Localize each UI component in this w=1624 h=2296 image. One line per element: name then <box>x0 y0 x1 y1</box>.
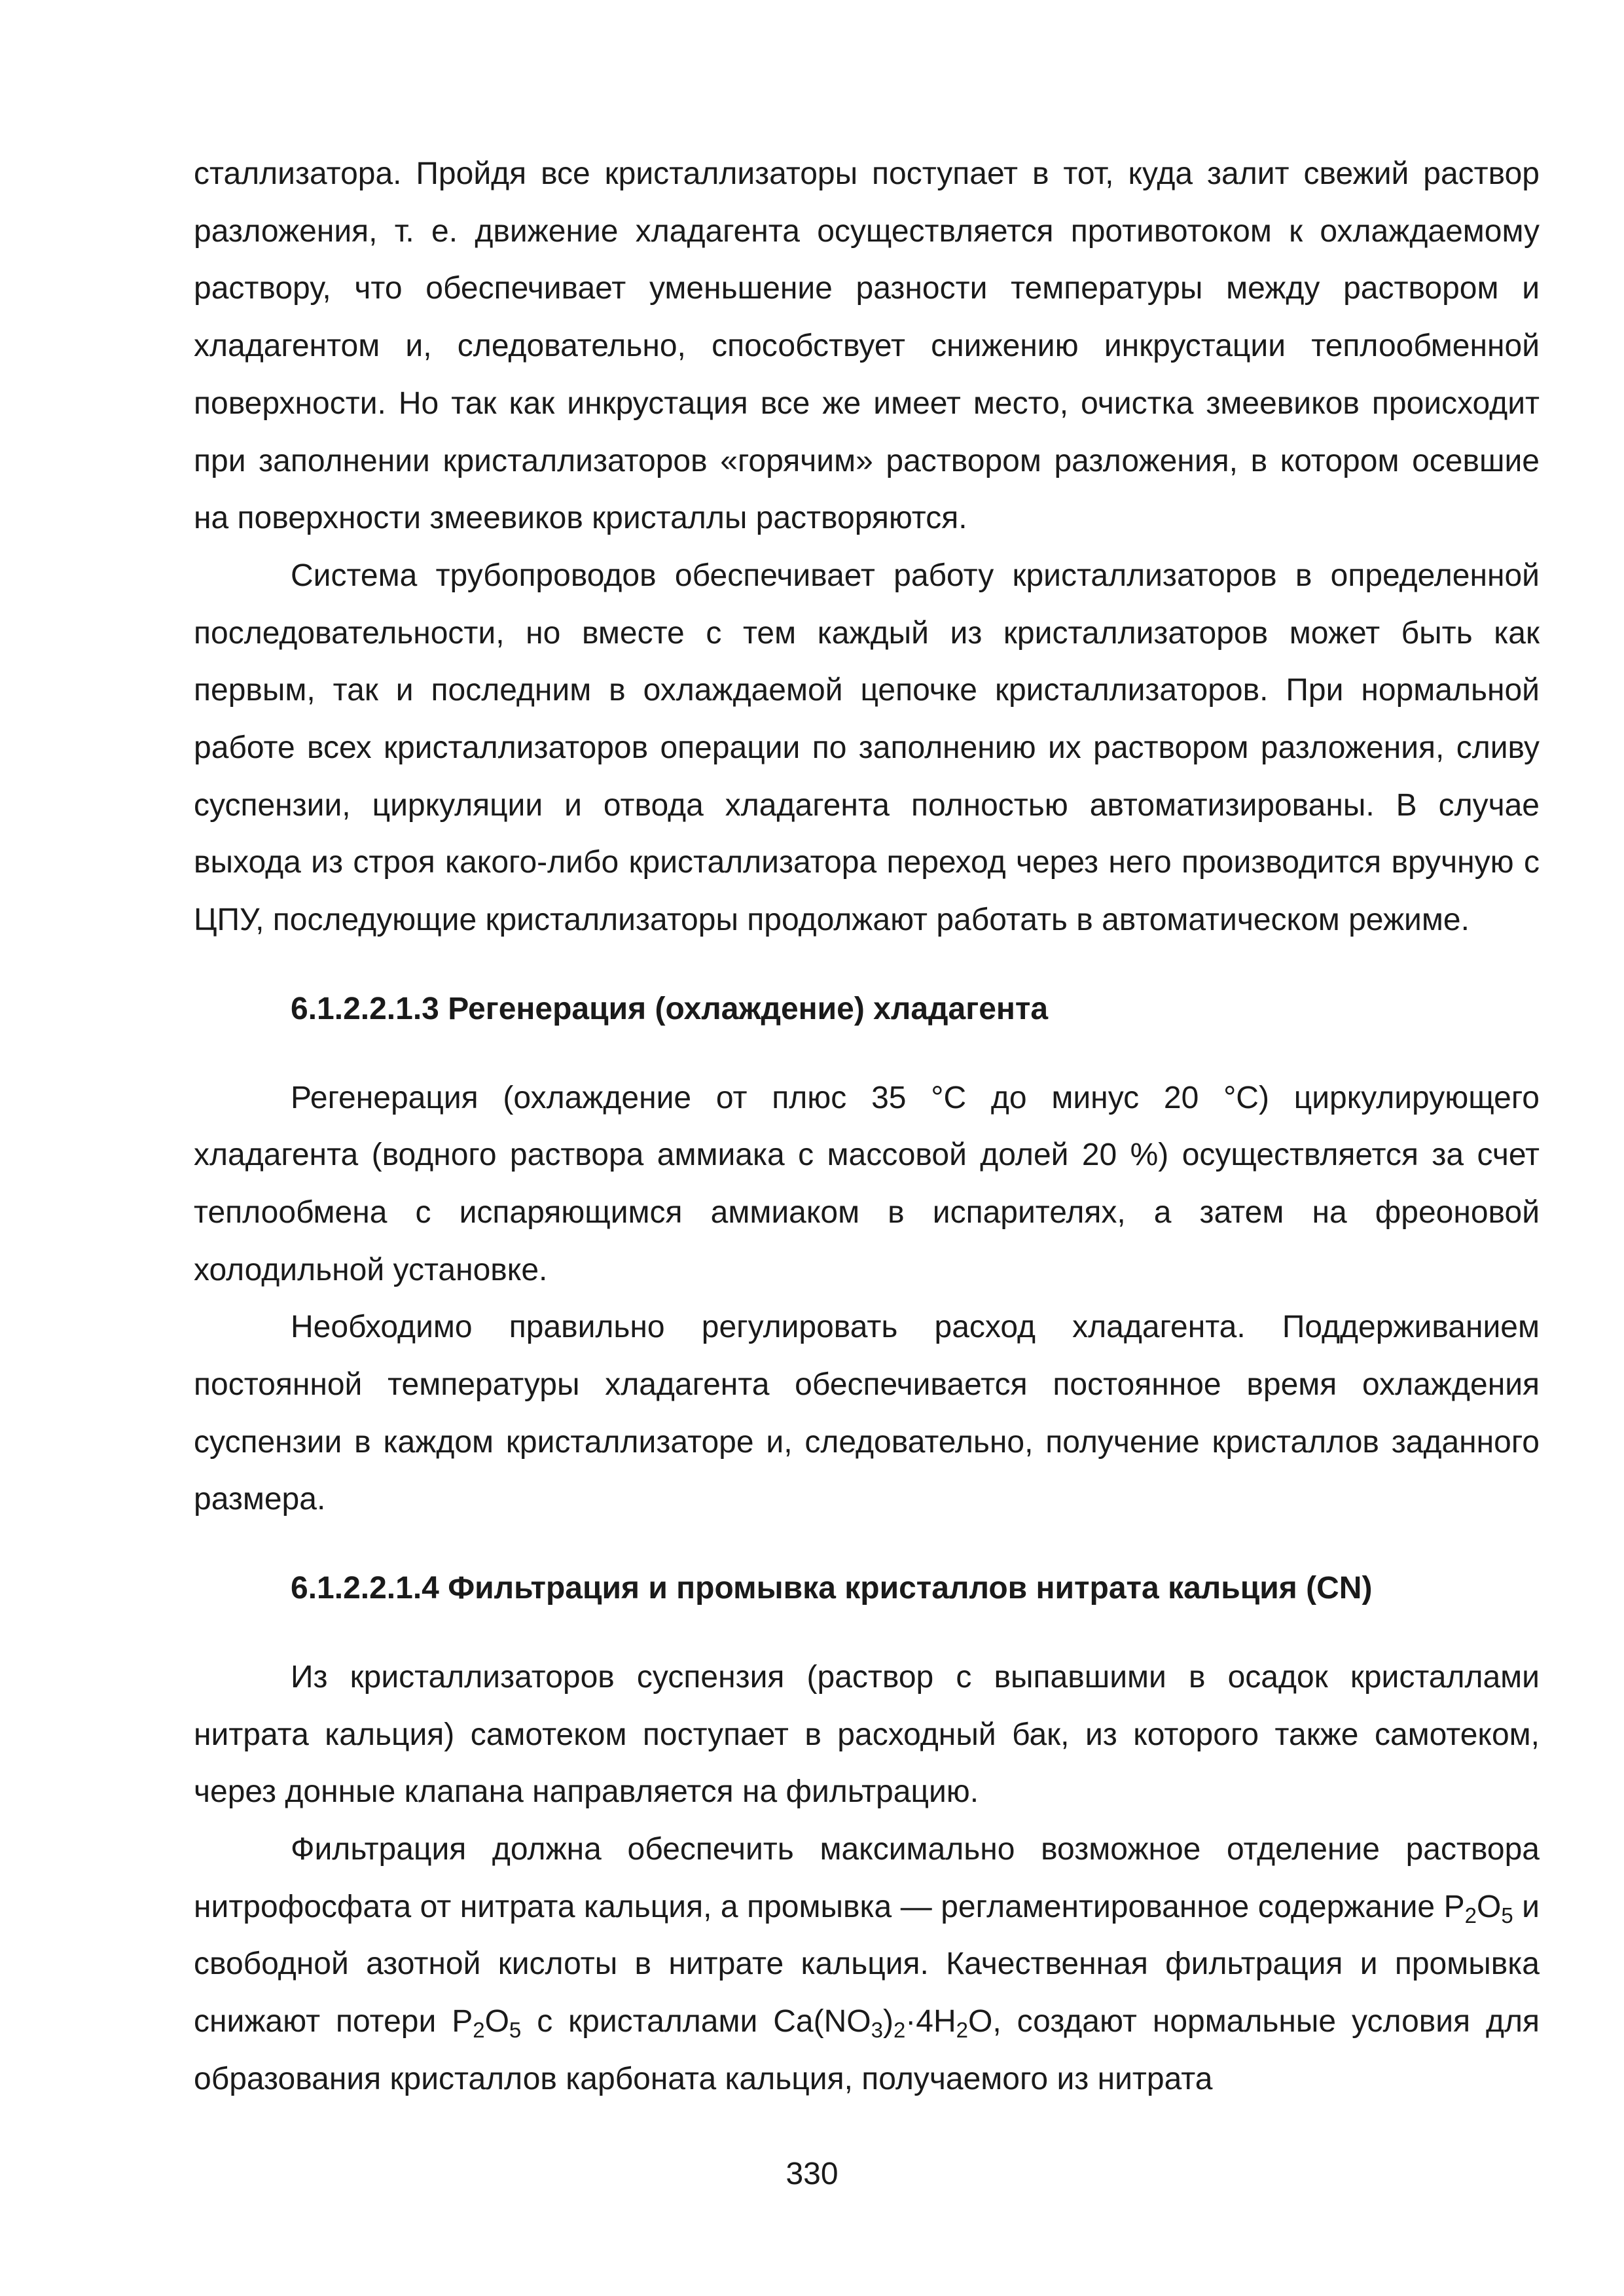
page-number: 330 <box>785 2157 839 2191</box>
section-heading-filtration: 6.1.2.2.1.4 Фильтрация и промывка кристаллов нитрата кальция (CN) <box>291 1571 1373 1606</box>
subscript: 3 <box>871 2018 883 2043</box>
subscript: 5 <box>509 2018 522 2043</box>
subscript: 5 <box>1501 1903 1513 1928</box>
text-run: Фильтрация должна обеспечить максимально возможное отделение раствора нитрофосфата от нитрата кальция, а промывка — регламентированное содержание P <box>194 1831 1540 1924</box>
text-run: с кристаллами Ca(NO <box>521 2004 871 2039</box>
text-run: O <box>484 2004 509 2039</box>
paragraph-filtration-1: Из кристаллизаторов суспензия (раствор с выпавшими в осадок кристаллами нитрата кальция) самотеком поступает в расходный бак, из которого также самотеком, через донные клапана направляется на фильтрацию. <box>194 1659 1540 1810</box>
paragraph-intro: сталлизатора. Пройдя все кристаллизаторы поступает в тот, куда залит свежий раствор разложения, т. е. движение хладагента осуществляется противотоком к охлаждаемому раствору, что обеспечивает уменьшение разности температуры между раствором и хладагентом и, следовательно, способствует снижению инкрустации теплообменной поверхности. Но так как инкрустация все же имеет место, очистка змеевиков происходит при заполнении кристаллизаторов «горячим» раствором разложения, в котором осевшие на поверхности змеевиков кристаллы растворяются. <box>194 156 1540 536</box>
paragraph-regeneration-1: Регенерация (охлаждение от плюс 35 °С до минус 20 °С) циркулирующего хладагента (водного раствора аммиака с массовой долей 20 %) осуществляется за счет теплообмена с испаряющимся аммиаком в испарителях, а затем на фреоновой холодильной установке. <box>194 1080 1540 1287</box>
subscript: 2 <box>956 2018 968 2043</box>
text-run: O <box>1476 1889 1502 1924</box>
document-body <box>194 145 1540 2108</box>
paragraph-regeneration-2: Необходимо правильно регулировать расход хладагента. Поддерживанием постоянной температуры хладагента обеспечивается постоянное время охлаждения суспензии в каждом кристаллизаторе и, следовательно, получение кристаллов заданного размера. <box>194 1310 1540 1517</box>
subscript: 2 <box>1464 1903 1477 1928</box>
paragraph-pipes: Система трубопроводов обеспечивает работу кристаллизаторов в определенной последовательности, но вместе с тем каждый из кристаллизаторов может быть как первым, так и последним в охлаждаемой цепочке кристаллизаторов. При нормальной работе всех кристаллизаторов операции по заполнению их раствором разложения, сливу суспензии, циркуляции и отвода хладагента полностью автоматизированы. В случае выхода из строя какого-либо кристаллизатора переход через него производится вручную с ЦПУ, последующие кристаллизаторы продолжают работать в автоматическом режиме. <box>194 558 1540 938</box>
paragraph-filtration-2 <box>194 1821 1540 2108</box>
subscript: 2 <box>893 2018 906 2043</box>
subscript: 2 <box>473 2018 485 2043</box>
text-run: и свободной азотной кислоты в нитрате кальция. Качественная фильтрация и промывка снижают потери P <box>194 1889 1540 2039</box>
text-run: ·4H <box>905 2004 956 2039</box>
text-run: O, создают нормальные условия для образования кристаллов карбоната кальция, получаемого из нитрата <box>194 2004 1540 2096</box>
section-heading-regeneration: 6.1.2.2.1.3 Регенерация (охлаждение) хладагента <box>291 991 1049 1026</box>
text-run: ) <box>882 2004 893 2039</box>
